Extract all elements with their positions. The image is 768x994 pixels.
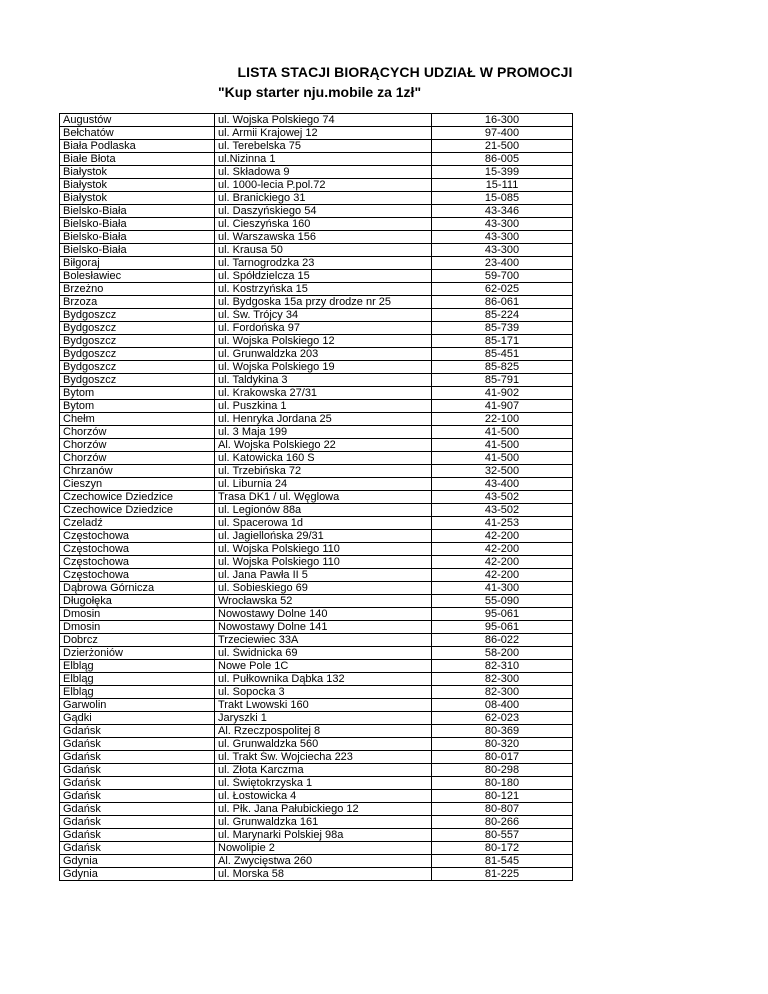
table-row <box>60 621 573 634</box>
table-row <box>60 348 573 361</box>
city-cell: Bydgoszcz <box>60 322 215 335</box>
city-cell: Gdańsk <box>60 751 215 764</box>
city-cell: Bielsko-Biała <box>60 244 215 257</box>
table-row <box>60 127 573 140</box>
zip-cell: 41-500 <box>432 426 573 439</box>
city-cell: Gdańsk <box>60 738 215 751</box>
street-cell: ul. Tarnogrodzka 23 <box>215 257 432 270</box>
city-cell: Bielsko-Biała <box>60 231 215 244</box>
street-cell: ul. Złota Karczma <box>215 764 432 777</box>
street-cell: ul. Kostrzyńska 15 <box>215 283 432 296</box>
table-row <box>60 283 573 296</box>
zip-cell: 16-300 <box>432 114 573 127</box>
street-cell: Nowostawy Dolne 140 <box>215 608 432 621</box>
city-cell: Brzeżno <box>60 283 215 296</box>
table-row <box>60 634 573 647</box>
street-cell: ul. Morska 58 <box>215 868 432 881</box>
zip-cell: 43-502 <box>432 491 573 504</box>
city-cell: Bielsko-Biała <box>60 218 215 231</box>
zip-cell: 42-200 <box>432 569 573 582</box>
zip-cell: 15-111 <box>432 179 573 192</box>
city-cell: Dmosin <box>60 621 215 634</box>
zip-cell: 21-500 <box>432 140 573 153</box>
street-cell: Al. Zwycięstwa 260 <box>215 855 432 868</box>
zip-cell: 86-022 <box>432 634 573 647</box>
table-row <box>60 322 573 335</box>
street-cell: Nowe Pole 1C <box>215 660 432 673</box>
table-row <box>60 114 573 127</box>
table-row <box>60 140 573 153</box>
zip-cell: 85-451 <box>432 348 573 361</box>
street-cell: ul. Katowicka 160 S <box>215 452 432 465</box>
city-cell: Dzierżoniów <box>60 647 215 660</box>
city-cell: Długołęka <box>60 595 215 608</box>
city-cell: Bydgoszcz <box>60 309 215 322</box>
table-row <box>60 452 573 465</box>
street-cell: ul. Daszyńskiego 54 <box>215 205 432 218</box>
table-row <box>60 855 573 868</box>
zip-cell: 42-200 <box>432 556 573 569</box>
zip-cell: 80-121 <box>432 790 573 803</box>
city-cell: Czeladź <box>60 517 215 530</box>
table-row <box>60 296 573 309</box>
street-cell: ul. Taldykina 3 <box>215 374 432 387</box>
street-cell: Al. Wojska Polskiego 22 <box>215 439 432 452</box>
zip-cell: 97-400 <box>432 127 573 140</box>
city-cell: Bydgoszcz <box>60 361 215 374</box>
street-cell: ul. Wojska Polskiego 12 <box>215 335 432 348</box>
zip-cell: 41-500 <box>432 439 573 452</box>
table-row <box>60 504 573 517</box>
zip-cell: 82-300 <box>432 673 573 686</box>
city-cell: Gdańsk <box>60 842 215 855</box>
city-cell: Bytom <box>60 400 215 413</box>
table-row <box>60 439 573 452</box>
table-row <box>60 192 573 205</box>
street-cell: ul. Fordońska 97 <box>215 322 432 335</box>
city-cell: Dobrcz <box>60 634 215 647</box>
table-row <box>60 816 573 829</box>
street-cell: Nowolipie 2 <box>215 842 432 855</box>
zip-cell: 81-225 <box>432 868 573 881</box>
street-cell: ul. Warszawska 156 <box>215 231 432 244</box>
zip-cell: 43-502 <box>432 504 573 517</box>
street-cell: ul. Wojska Polskiego 110 <box>215 556 432 569</box>
table-row <box>60 699 573 712</box>
table-row <box>60 725 573 738</box>
city-cell: Gdańsk <box>60 777 215 790</box>
table-row <box>60 829 573 842</box>
street-cell: ul. Pułkownika Dąbka 132 <box>215 673 432 686</box>
zip-cell: 08-400 <box>432 699 573 712</box>
city-cell: Gądki <box>60 712 215 725</box>
stations-table-body <box>60 114 573 881</box>
table-row <box>60 595 573 608</box>
zip-cell: 85-224 <box>432 309 573 322</box>
table-row <box>60 309 573 322</box>
table-row <box>60 205 573 218</box>
city-cell: Garwolin <box>60 699 215 712</box>
page-subtitle: "Kup starter nju.mobile za 1zł" <box>218 84 422 100</box>
city-cell: Gdańsk <box>60 790 215 803</box>
city-cell: Bielsko-Biała <box>60 205 215 218</box>
street-cell: ul. 3 Maja 199 <box>215 426 432 439</box>
zip-cell: 86-005 <box>432 153 573 166</box>
zip-cell: 42-200 <box>432 543 573 556</box>
table-row <box>60 153 573 166</box>
street-cell: ul. Jana Pawła II 5 <box>215 569 432 582</box>
city-cell: Gdańsk <box>60 816 215 829</box>
city-cell: Biłgoraj <box>60 257 215 270</box>
zip-cell: 86-061 <box>432 296 573 309</box>
table-row <box>60 257 573 270</box>
table-row <box>60 517 573 530</box>
zip-cell: 85-791 <box>432 374 573 387</box>
zip-cell: 42-200 <box>432 530 573 543</box>
zip-cell: 15-399 <box>432 166 573 179</box>
table-row <box>60 218 573 231</box>
table-row <box>60 530 573 543</box>
street-cell: ul. Wojska Polskiego 110 <box>215 543 432 556</box>
table-row <box>60 244 573 257</box>
street-cell: ul. Łostowicka 4 <box>215 790 432 803</box>
table-row <box>60 582 573 595</box>
city-cell: Gdynia <box>60 868 215 881</box>
city-cell: Białystok <box>60 166 215 179</box>
street-cell: ul. Jagiellońska 29/31 <box>215 530 432 543</box>
page-title <box>0 64 768 80</box>
street-cell: Jaryszki 1 <box>215 712 432 725</box>
city-cell: Chorzów <box>60 426 215 439</box>
street-cell: Trzeciewiec 33A <box>215 634 432 647</box>
street-cell: ul. Spacerowa 1d <box>215 517 432 530</box>
table-row <box>60 569 573 582</box>
street-cell: ul. Wojska Polskiego 74 <box>215 114 432 127</box>
street-cell: ul. Grunwaldzka 161 <box>215 816 432 829</box>
city-cell: Chorzów <box>60 452 215 465</box>
street-cell: ul. Marynarki Polskiej 98a <box>215 829 432 842</box>
street-cell: ul. Trakt Św. Wojciecha 223 <box>215 751 432 764</box>
table-row <box>60 374 573 387</box>
city-cell: Chorzów <box>60 439 215 452</box>
street-cell: Trasa DK1 / ul. Węglowa <box>215 491 432 504</box>
table-row <box>60 738 573 751</box>
table-row <box>60 686 573 699</box>
table-row <box>60 361 573 374</box>
table-row <box>60 335 573 348</box>
city-cell: Bytom <box>60 387 215 400</box>
city-cell: Bydgoszcz <box>60 348 215 361</box>
table-row <box>60 179 573 192</box>
zip-cell: 85-739 <box>432 322 573 335</box>
zip-cell: 95-061 <box>432 608 573 621</box>
street-cell: Wrocławska 52 <box>215 595 432 608</box>
table-row <box>60 491 573 504</box>
street-cell: ul. Św. Trójcy 34 <box>215 309 432 322</box>
street-cell: Trakt Lwowski 160 <box>215 699 432 712</box>
zip-cell: 41-253 <box>432 517 573 530</box>
street-cell: ul. Sobieskiego 69 <box>215 582 432 595</box>
city-cell: Biała Podlaska <box>60 140 215 153</box>
zip-cell: 43-300 <box>432 218 573 231</box>
street-cell: ul. Sopocka 3 <box>215 686 432 699</box>
city-cell: Białe Błota <box>60 153 215 166</box>
street-cell: ul. Świdnicka 69 <box>215 647 432 660</box>
table-row <box>60 803 573 816</box>
table-row <box>60 543 573 556</box>
city-cell: Elbląg <box>60 686 215 699</box>
zip-cell: 80-017 <box>432 751 573 764</box>
street-cell: ul.Nizinna 1 <box>215 153 432 166</box>
street-cell: ul. Terebelska 75 <box>215 140 432 153</box>
zip-cell: 80-180 <box>432 777 573 790</box>
zip-cell: 80-172 <box>432 842 573 855</box>
street-cell: ul. Składowa 9 <box>215 166 432 179</box>
city-cell: Gdańsk <box>60 764 215 777</box>
page-title-text: LISTA STACJI BIORĄCYCH UDZIAŁ W PROMOCJI <box>237 64 573 80</box>
table-row <box>60 400 573 413</box>
zip-cell: 80-266 <box>432 816 573 829</box>
city-cell: Dmosin <box>60 608 215 621</box>
zip-cell: 15-085 <box>432 192 573 205</box>
city-cell: Augustów <box>60 114 215 127</box>
zip-cell: 58-200 <box>432 647 573 660</box>
table-row <box>60 712 573 725</box>
zip-cell: 41-500 <box>432 452 573 465</box>
zip-cell: 59-700 <box>432 270 573 283</box>
zip-cell: 80-557 <box>432 829 573 842</box>
city-cell: Gdańsk <box>60 725 215 738</box>
city-cell: Bydgoszcz <box>60 374 215 387</box>
zip-cell: 23-400 <box>432 257 573 270</box>
table-row <box>60 777 573 790</box>
city-cell: Chełm <box>60 413 215 426</box>
street-cell: ul. Wojska Polskiego 19 <box>215 361 432 374</box>
city-cell: Białystok <box>60 192 215 205</box>
table-row <box>60 660 573 673</box>
zip-cell: 62-023 <box>432 712 573 725</box>
city-cell: Częstochowa <box>60 569 215 582</box>
table-row <box>60 608 573 621</box>
street-cell: ul. Puszkina 1 <box>215 400 432 413</box>
zip-cell: 80-320 <box>432 738 573 751</box>
stations-table <box>59 113 573 881</box>
city-cell: Częstochowa <box>60 530 215 543</box>
street-cell: ul. Grunwaldzka 203 <box>215 348 432 361</box>
zip-cell: 80-807 <box>432 803 573 816</box>
city-cell: Bydgoszcz <box>60 335 215 348</box>
city-cell: Gdynia <box>60 855 215 868</box>
zip-cell: 41-907 <box>432 400 573 413</box>
table-row <box>60 413 573 426</box>
zip-cell: 85-825 <box>432 361 573 374</box>
zip-cell: 41-902 <box>432 387 573 400</box>
zip-cell: 80-369 <box>432 725 573 738</box>
table-row <box>60 270 573 283</box>
zip-cell: 55-090 <box>432 595 573 608</box>
city-cell: Elbląg <box>60 660 215 673</box>
street-cell: ul. 1000-lecia P.pol.72 <box>215 179 432 192</box>
zip-cell: 32-500 <box>432 465 573 478</box>
zip-cell: 62-025 <box>432 283 573 296</box>
zip-cell: 43-300 <box>432 244 573 257</box>
table-row <box>60 231 573 244</box>
table-row <box>60 842 573 855</box>
street-cell: ul. Henryka Jordana 25 <box>215 413 432 426</box>
zip-cell: 41-300 <box>432 582 573 595</box>
table-row <box>60 647 573 660</box>
table-row <box>60 387 573 400</box>
street-cell: ul. Świętokrzyska 1 <box>215 777 432 790</box>
table-row <box>60 426 573 439</box>
city-cell: Częstochowa <box>60 543 215 556</box>
table-row <box>60 673 573 686</box>
city-cell: Chrzanów <box>60 465 215 478</box>
city-cell: Gdańsk <box>60 829 215 842</box>
street-cell: ul. Liburnia 24 <box>215 478 432 491</box>
table-row <box>60 465 573 478</box>
city-cell: Brzoza <box>60 296 215 309</box>
street-cell: ul. Płk. Jana Pałubickiego 12 <box>215 803 432 816</box>
table-row <box>60 751 573 764</box>
table-row <box>60 478 573 491</box>
city-cell: Czechowice Dziedzice <box>60 504 215 517</box>
zip-cell: 95-061 <box>432 621 573 634</box>
city-cell: Cieszyn <box>60 478 215 491</box>
table-row <box>60 790 573 803</box>
street-cell: ul. Bydgoska 15a przy drodze nr 25 <box>215 296 432 309</box>
city-cell: Dąbrowa Górnicza <box>60 582 215 595</box>
street-cell: ul. Cieszyńska 160 <box>215 218 432 231</box>
zip-cell: 80-298 <box>432 764 573 777</box>
zip-cell: 22-100 <box>432 413 573 426</box>
street-cell: ul. Trzebińska 72 <box>215 465 432 478</box>
city-cell: Czechowice Dziedzice <box>60 491 215 504</box>
street-cell: ul. Armii Krajowej 12 <box>215 127 432 140</box>
city-cell: Elbląg <box>60 673 215 686</box>
street-cell: Nowostawy Dolne 141 <box>215 621 432 634</box>
zip-cell: 43-300 <box>432 231 573 244</box>
street-cell: ul. Krakowska 27/31 <box>215 387 432 400</box>
street-cell: ul. Legionów 88a <box>215 504 432 517</box>
zip-cell: 43-346 <box>432 205 573 218</box>
zip-cell: 85-171 <box>432 335 573 348</box>
table-row <box>60 166 573 179</box>
city-cell: Bolesławiec <box>60 270 215 283</box>
zip-cell: 81-545 <box>432 855 573 868</box>
street-cell: ul. Krausa 50 <box>215 244 432 257</box>
zip-cell: 82-310 <box>432 660 573 673</box>
city-cell: Częstochowa <box>60 556 215 569</box>
table-row <box>60 868 573 881</box>
street-cell: ul. Spółdzielcza 15 <box>215 270 432 283</box>
city-cell: Bełchatów <box>60 127 215 140</box>
street-cell: Al. Rzeczpospolitej 8 <box>215 725 432 738</box>
street-cell: ul. Branickiego 31 <box>215 192 432 205</box>
zip-cell: 82-300 <box>432 686 573 699</box>
table-row <box>60 556 573 569</box>
table-row <box>60 764 573 777</box>
zip-cell: 43-400 <box>432 478 573 491</box>
city-cell: Białystok <box>60 179 215 192</box>
street-cell: ul. Grunwaldzka 560 <box>215 738 432 751</box>
city-cell: Gdańsk <box>60 803 215 816</box>
